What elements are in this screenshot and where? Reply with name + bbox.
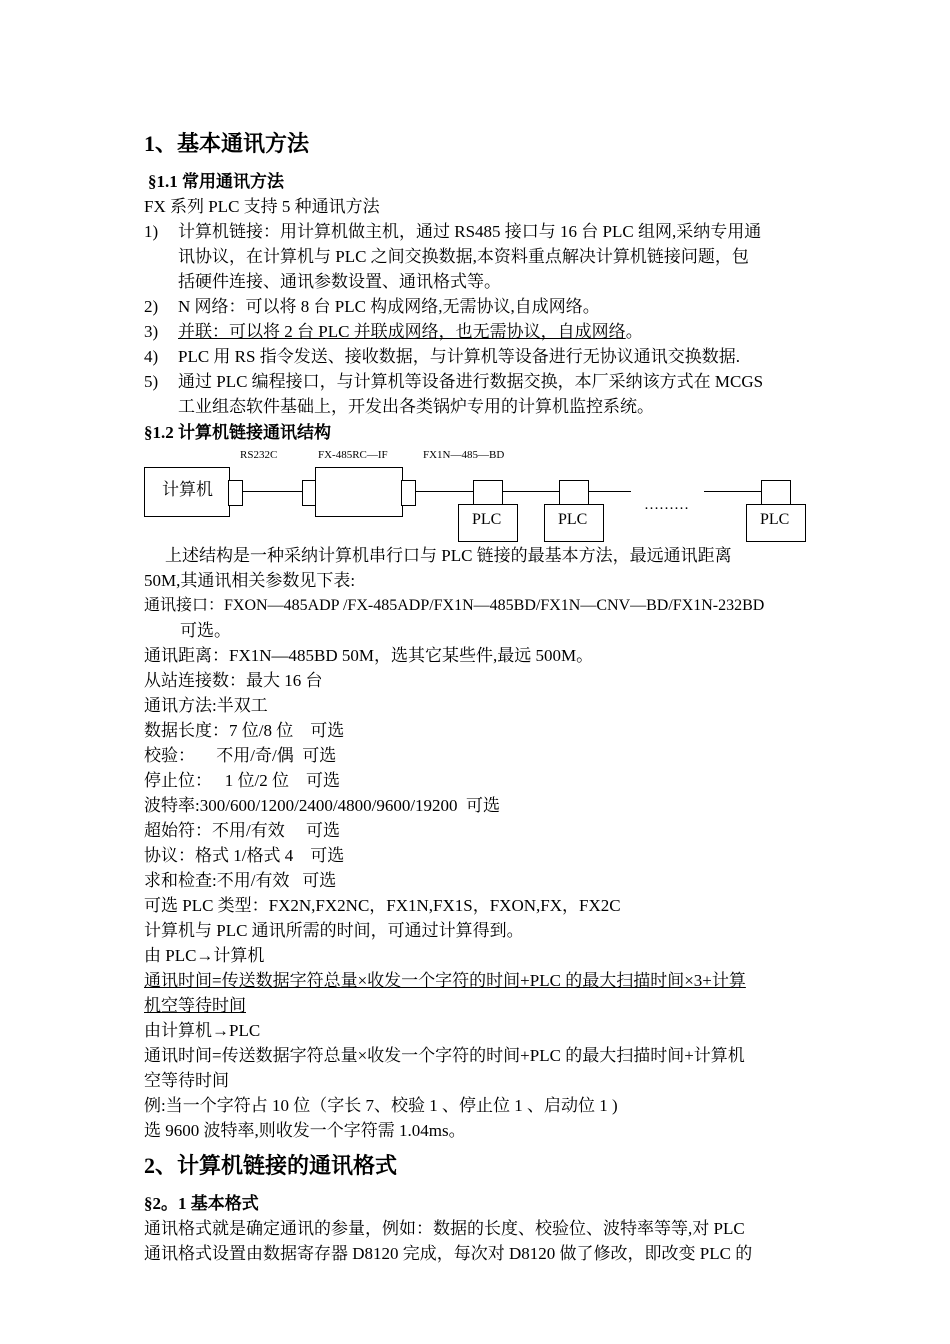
- list-item-text: 通过 PLC 编程接口，与计算机等设备进行数据交换，本厂采纳该方式在 MCGS: [178, 372, 764, 391]
- param-start: 超始符：不用/有效 可选: [144, 821, 340, 840]
- paragraph-line: 上述结构是一种采纳计算机串行口与 PLC 链接的最基本方法，最远通讯距离: [165, 546, 732, 565]
- param-stop: 停止位： 1 位/2 位 可选: [144, 771, 340, 790]
- example-line: 例:当一个字符占 10 位（字长 7、校验 1 、停止位 1 、启动位 1 ): [144, 1096, 618, 1115]
- list-num: 3): [144, 322, 159, 341]
- param-baud: 波特率:300/600/1200/2400/4800/9600/19200 可选: [144, 796, 501, 815]
- computer-label: 计算机: [162, 480, 213, 499]
- param-method: 通讯方法:半双工: [144, 696, 268, 715]
- example-line: 选 9600 波特率,则收发一个字符需 1.04ms。: [144, 1121, 466, 1140]
- list-num: 2): [144, 297, 159, 316]
- list-item-punct: 。: [625, 322, 643, 341]
- list-item-text: N 网络：可以将 8 台 PLC 构成网络,无需协议,自成网络。: [178, 297, 600, 316]
- list-item-text: 工业组态软件基础上，开发出各类锅炉专用的计算机监控系统。: [178, 397, 654, 416]
- port-connector: [228, 480, 243, 506]
- param-parity: 校验： 不用/奇/偶 可选: [144, 746, 337, 765]
- fx485rc-label: FX-485RC—IF: [318, 449, 388, 461]
- heading-basic-methods: 1、基本通讯方法: [144, 131, 310, 156]
- plc-port: [559, 480, 589, 506]
- rs232c-label: RS232C: [240, 449, 278, 461]
- list-item-text: 讯协议，在计算机与 PLC 之间交换数据,本资料重点解决计算机链接问题，包: [178, 247, 749, 266]
- plc-port: [473, 480, 503, 506]
- link-line: [242, 491, 302, 492]
- bus-line: [704, 491, 762, 492]
- list-item-text: 计算机链接：用计算机做主机，通过 RS485 接口与 16 台 PLC 组网,采纳专用通: [178, 222, 762, 241]
- plc-label: PLC: [472, 511, 502, 528]
- param-distance: 通讯距离：FX1N—485BD 50M，选其它某些件,最远 500M。: [144, 646, 594, 665]
- port-connector: [401, 480, 416, 506]
- plc-to-computer: 由 PLC→计算机: [144, 946, 265, 965]
- paragraph-line: 通讯格式就是确定通讯的参量，例如：数据的长度、校验位、波特率等等,对 PLC: [144, 1219, 745, 1238]
- list-num: 4): [144, 347, 159, 366]
- ellipsis-label: ………: [644, 497, 689, 513]
- converter-box: [315, 467, 403, 517]
- param-timecalc: 计算机与 PLC 通讯所需的时间，可通过计算得到。: [144, 921, 524, 940]
- heading-computer-link-format: 2、计算机链接的通讯格式: [144, 1153, 398, 1178]
- param-interface-cont: 可选。: [180, 621, 231, 640]
- computer-to-plc: 由计算机→PLC: [144, 1021, 261, 1040]
- intro-line: FX 系列 PLC 支持 5 种通讯方法: [144, 197, 380, 216]
- underlined-text: 并联：可以将 2 台 PLC 并联成网络，也无需协议，自成网络: [178, 322, 626, 341]
- list-num: 1): [144, 222, 159, 241]
- paragraph-line: 通讯格式设置由数据寄存器 D8120 完成，每次对 D8120 做了修改，即改变 PLC 的: [144, 1244, 753, 1263]
- section-2-1-title: §2。1 基本格式: [144, 1194, 259, 1213]
- param-checksum: 求和检查:不用/有效 可选: [144, 871, 337, 890]
- list-item-text: 括硬件连接、通讯参数设置、通讯格式等。: [178, 272, 501, 291]
- formula-line: 空等待时间: [144, 1071, 229, 1090]
- fx1n485bd-label: FX1N—485—BD: [423, 449, 505, 461]
- param-interface: 通讯接口：FXON—485ADP /FX-485ADP/FX1N—485BD/FX1N—CNV—BD/FX1N-232BD: [144, 597, 765, 614]
- plc-label: PLC: [760, 511, 790, 528]
- list-item-text: [178, 320, 643, 344]
- formula-line: 机空等待时间: [144, 996, 246, 1015]
- param-plctype: 可选 PLC 类型：FX2N,FX2NC，FX1N,FX1S，FXON,FX，FX2C: [144, 896, 621, 915]
- param-datalen: 数据长度：7 位/8 位 可选: [144, 721, 345, 740]
- formula-line: 通讯时间=传送数据字符总量×收发一个字符的时间+PLC 的最大扫描时间+计算机: [144, 1046, 745, 1065]
- list-item-text: PLC 用 RS 指令发送、接收数据，与计算机等设备进行无协议通讯交换数据.: [178, 347, 740, 366]
- plc-port: [761, 480, 791, 506]
- section-1-2-title: §1.2 计算机链接通讯结构: [144, 423, 331, 442]
- section-1-1-title: §1.1 常用通讯方法: [148, 172, 284, 191]
- param-protocol: 协议：格式 1/格式 4 可选: [144, 846, 345, 865]
- formula-line: 通讯时间=传送数据字符总量×收发一个字符的时间+PLC 的最大扫描时间×3+计算: [144, 971, 746, 990]
- bus-line: [415, 491, 631, 492]
- paragraph-line: 50M,其通讯相关参数见下表:: [144, 571, 356, 590]
- list-num: 5): [144, 372, 159, 391]
- plc-label: PLC: [558, 511, 588, 528]
- param-slaves: 从站连接数：最大 16 台: [144, 671, 323, 690]
